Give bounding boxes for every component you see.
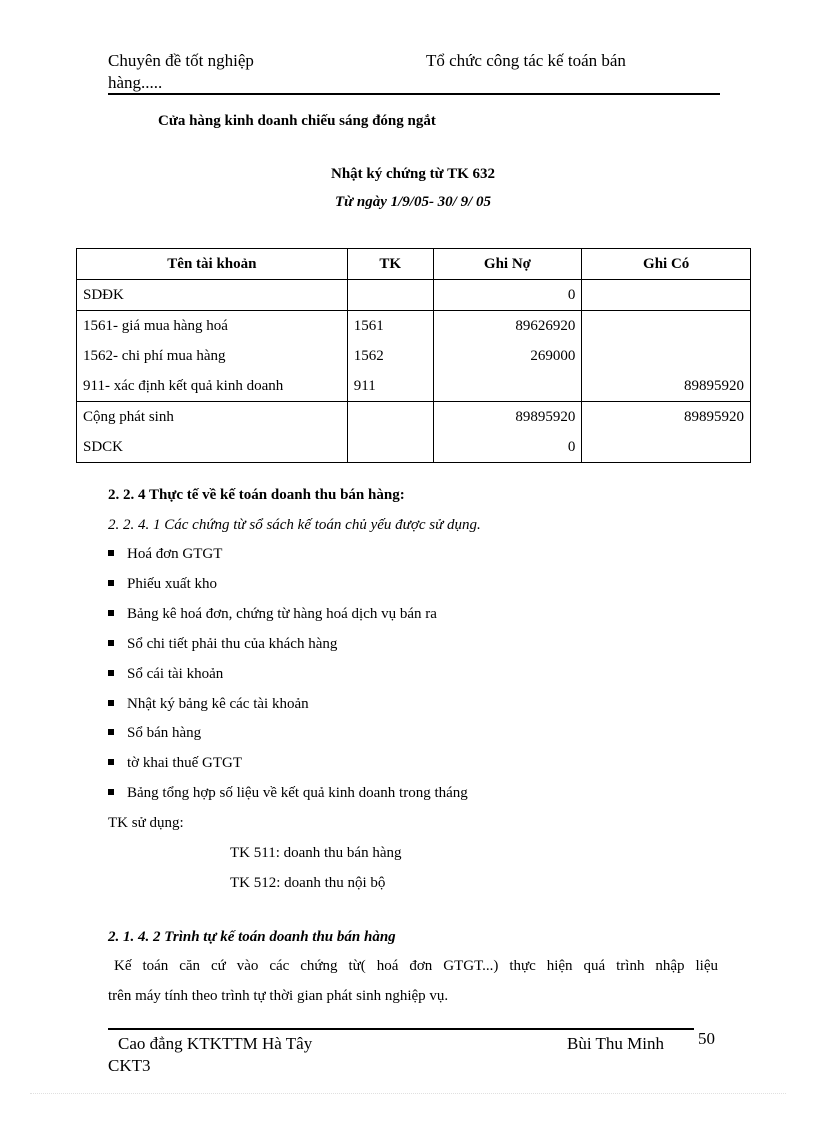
list-item: Hoá đơn GTGT: [108, 539, 222, 569]
tk-used-label: TK sử dụng:: [108, 815, 184, 831]
bullet-icon: [108, 550, 114, 556]
page-number: 50: [698, 1029, 715, 1048]
entry-911-debit: [440, 371, 576, 401]
list-item: Bảng tổng hợp số liệu về kết quả kinh doanh trong tháng: [108, 778, 468, 808]
list-item: Sổ cái tài khoản: [108, 659, 223, 689]
col-header-account: Tên tài khoản: [77, 249, 348, 280]
section-2142-heading: 2. 1. 4. 2 Trình tự kế toán doanh thu bán hàng: [108, 929, 396, 945]
bullet-icon: [108, 789, 114, 795]
col-header-debit: Ghi Nợ: [433, 249, 582, 280]
entry-1562-name: 1562- chi phí mua hàng: [83, 348, 226, 364]
entry-1561-debit: 89626920: [515, 318, 576, 334]
bullet-icon: [108, 700, 114, 706]
list-item: Sổ bán hàng: [108, 718, 201, 748]
list-item: Phiếu xuất kho: [108, 569, 217, 599]
table-row-opening: [77, 280, 751, 311]
table-row-entries: [77, 311, 751, 402]
section-2142-line2: trên máy tính theo trình tự thời gian phát sinh nghiệp vụ.: [108, 988, 449, 1004]
list-item: Sổ chi tiết phải thu của khách hàng: [108, 629, 337, 659]
list-item: tờ khai thuế GTGT: [108, 748, 242, 778]
section-2142-line1: Kế toán căn cứ vào các chứng từ( hoá đơn GTGT...) thực hiện quá trình nhập liệu: [114, 958, 718, 974]
tk-512-line: TK 512: doanh thu nội bộ: [230, 875, 386, 891]
entry-911-tk: 911: [353, 378, 376, 394]
bullet-icon: [108, 610, 114, 616]
entry-911-name: 911- xác định kết quả kinh doanh: [83, 378, 284, 394]
page-bottom-divider: [30, 1093, 786, 1094]
table-row-totals: [77, 402, 751, 463]
journal-table: [76, 248, 751, 463]
entry-1562-credit: [588, 341, 744, 371]
entry-1561-tk: 1561: [353, 318, 384, 334]
col-header-tk: TK: [347, 249, 433, 280]
totals-credit: 89895920: [684, 409, 744, 425]
entry-1561-credit: [588, 311, 744, 341]
bullet-icon: [108, 759, 114, 765]
list-item: Nhật ký bảng kê các tài khoản: [108, 689, 309, 719]
totals-label: Cộng phát sinh: [83, 409, 174, 425]
list-item: Bảng kê hoá đơn, chứng từ hàng hoá dịch vụ bán ra: [108, 599, 437, 629]
closing-label: SDCK: [83, 439, 124, 455]
footer-author: Bùi Thu Minh: [567, 1034, 664, 1053]
header-title-left: Chuyên đề tốt nghiệp: [108, 51, 254, 70]
section-224-heading: 2. 2. 4 Thực tế về kế toán doanh thu bán hàng:: [108, 487, 405, 503]
journal-period: Từ ngày 1/9/05- 30/ 9/ 05: [334, 194, 492, 210]
journal-title: Nhật ký chứng từ TK 632: [330, 166, 495, 182]
opening-debit: 0: [567, 287, 576, 303]
closing-debit: 0: [567, 439, 576, 455]
table-header-row: [77, 249, 751, 280]
col-header-credit: Ghi Có: [582, 249, 751, 280]
footer-class: CKT3: [108, 1056, 151, 1075]
entry-1561-name: 1561- giá mua hàng hoá: [83, 318, 228, 334]
section-2241-heading: 2. 2. 4. 1 Các chứng từ sổ sách kế toán chủ yếu được sử dụng.: [108, 517, 481, 533]
footer-school: Cao đẳng KTKTTM Hà Tây: [118, 1034, 313, 1053]
opening-label: SDĐK: [83, 287, 124, 303]
bullet-icon: [108, 670, 114, 676]
tk-511-line: TK 511: doanh thu bán hàng: [230, 845, 402, 861]
header-title-left-cont: hàng.....: [108, 73, 163, 92]
header-title-right: Tổ chức công tác kế toán bán: [426, 51, 626, 70]
entry-911-credit: 89895920: [684, 378, 744, 394]
header-rule: [108, 93, 720, 95]
totals-debit: 89895920: [515, 409, 576, 425]
entry-1562-tk: 1562: [353, 348, 384, 364]
bullet-icon: [108, 640, 114, 646]
company-name: Cửa hàng kinh doanh chiếu sáng đóng ngắt: [158, 113, 436, 129]
bullet-icon: [108, 729, 114, 735]
entry-1562-debit: 269000: [530, 348, 576, 364]
bullet-icon: [108, 580, 114, 586]
footer-rule: [108, 1028, 694, 1030]
